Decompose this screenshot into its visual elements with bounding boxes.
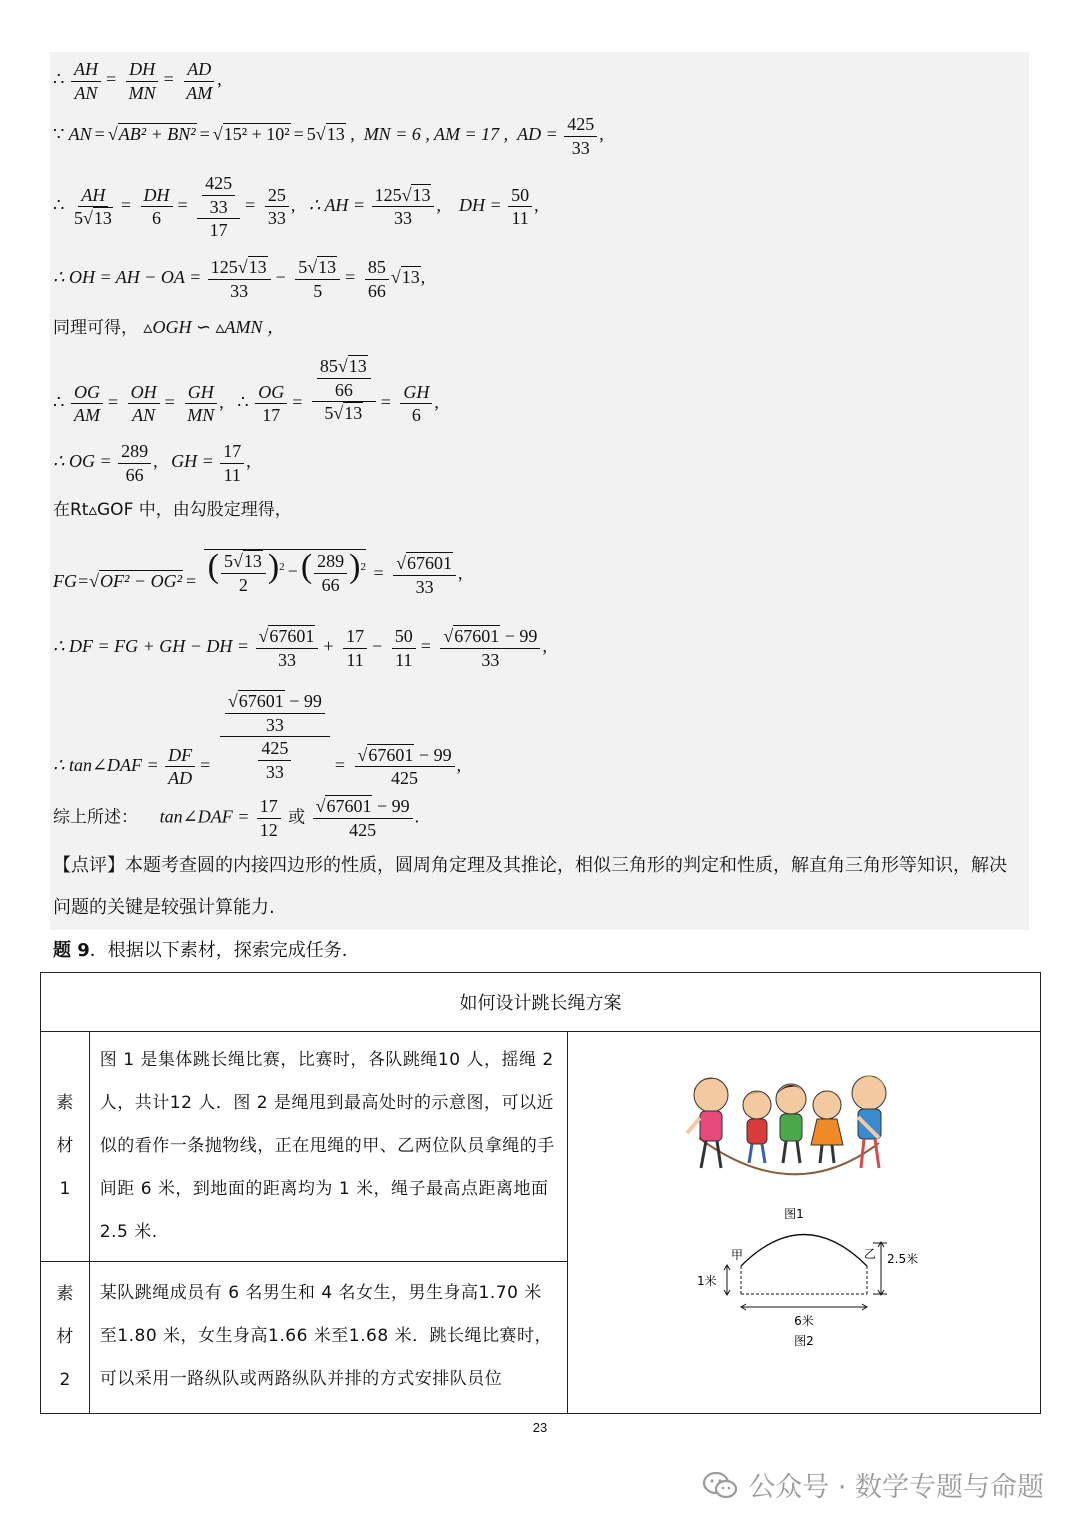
- label-jia: 甲: [730, 1248, 743, 1262]
- wechat-icon: [702, 1470, 738, 1500]
- comment-paragraph: 【点评】本题考查圆的内接四边形的性质，圆周角定理及其推论，相似三角形的判定和性质，解直角三角形等知识，解决问题的关键是较强计算能力.: [53, 855, 1007, 918]
- eq-line-8: 在Rt▵GOF 中，由勾股定理得，: [53, 500, 292, 520]
- page-number: 23: [532, 1420, 548, 1435]
- label-yi: 乙: [863, 1247, 876, 1261]
- label-2-5m: 2.5米: [886, 1252, 919, 1266]
- eq-line-11: ∴ tan∠DAF = $\frac{DF}{AD}$ = $\frac{\frac{√67601 - 99}{33}}{\frac{425}{33}}$ = $\frac{√67601 - 99}{425}$ ,: [53, 691, 462, 788]
- parabola-diagram: [697, 1235, 918, 1349]
- figures-svg: [569, 1033, 1039, 1408]
- materials-table: [40, 972, 1041, 1414]
- label-6m: 6米: [794, 1314, 814, 1328]
- watermark: [702, 1465, 1044, 1504]
- eq-line-9: FG=√OF² − OG² = ( $\frac{5√13}{2}$ )$^2$ −( $\frac{289}{66}$ )$^2$ = $\frac{√67601}{33}$ ,: [53, 548, 463, 597]
- material-2-label: 素 材 2: [41, 1262, 90, 1414]
- eq-line-5: 同理可得， ▵OGH ∽ ▵AMN ，: [53, 317, 286, 338]
- table-title: 如何设计跳长绳方案: [41, 973, 1041, 1032]
- figures-cell: [567, 1032, 1040, 1414]
- eq-line-7: ∴ OG = $\frac{289}{66}$ , GH = $\frac{17}{11}$ ,: [53, 441, 251, 485]
- fig2-caption: 图2: [794, 1334, 814, 1348]
- eq-line-6: ∴ $\frac{OG}{AM}$ = $\frac{OH}{AN}$ = $\frac{GH}{MN}$ , ∴ $\frac{OG}{17}$ = $\frac{\frac{85√13}{66}}{5√13}$ = $\frac{GH}{6}$ ,: [53, 356, 439, 426]
- eq-line-3: ∴ $\frac{AH}{5√13}$ = $\frac{DH}{6}$ = $\frac{\frac{425}{33}}{17}$ = $\frac{25}{33}$ , ∴ AH = $\frac{125√13}{33}$ , DH = $\frac{50}{11}$ ,: [53, 173, 539, 240]
- watermark-text: 公众号 · 数学专题与命题: [748, 1472, 1044, 1503]
- eq-line-10: ∴ DF = FG + GH − DH = $\frac{√67601}{33}$ + $\frac{17}{11}$ − $\frac{50}{11}$ = $\frac{√67601 - 99}{33}$ ,: [53, 626, 547, 670]
- eq-line-2: ∵ AN = √AB² + BN² = √15² + 10² = 5√13 , MN = 6 , AM = 17 , AD = $\frac{425}{33}$ ,: [53, 114, 604, 158]
- eq-line-4: ∴ OH = AH − OA = $\frac{125√13}{33}$ − $\frac{5√13}{5}$ = $\frac{85}{66}$ √13,: [53, 257, 426, 301]
- eq-line-1: ∴ $\frac{AH}{AN}$ = $\frac{DH}{MN}$ = $\frac{AD}{AM}$ ,: [53, 59, 222, 103]
- eq-line-12: 综上所述： tan∠DAF = $\frac{17}{12}$ 或 $\frac{√67601 - 99}{425}$ .: [53, 796, 420, 840]
- fig1-caption: 图1: [784, 1207, 804, 1221]
- question-9-heading: 题 9．根据以下素材，探索完成任务.: [53, 940, 348, 961]
- material-1-label: 素 材 1: [41, 1032, 90, 1262]
- label-1m: 1米: [696, 1274, 717, 1288]
- material-1-text: 图 1 是集体跳长绳比赛，比赛时，各队跳绳10 人，摇绳 2 人，共计12 人．图 2 是绳甩到最高处时的示意图，可以近似的看作一条抛物线，正在甩绳的甲、乙两位队员拿绳的手间距 6 米，到地面的距离均为 1 米，绳子最高点距离地面2.5 米.: [89, 1032, 567, 1262]
- jump-rope-illustration: [687, 1076, 887, 1174]
- material-2-text: 某队跳绳成员有 6 名男生和 4 名女生，男生身高1.70 米至1.80 米，女生身高1.66 米至1.68 米．跳长绳比赛时，可以采用一路纵队或两路纵队并排的方式安排队员位: [89, 1262, 567, 1414]
